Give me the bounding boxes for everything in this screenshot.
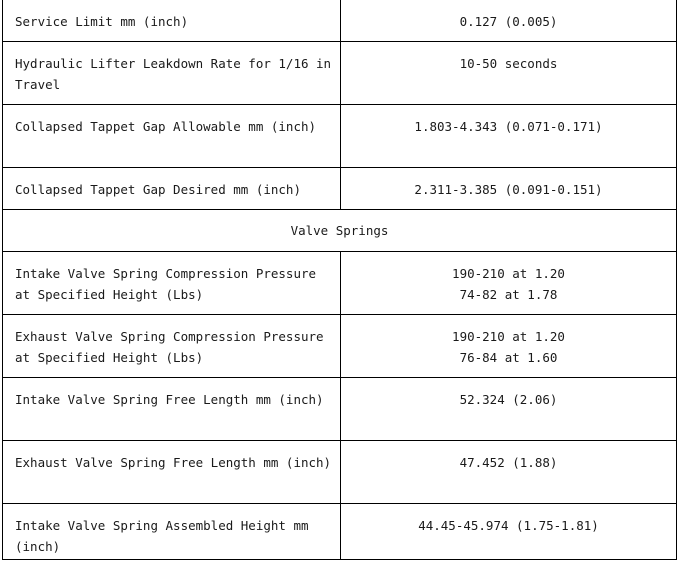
spec-label: Exhaust Valve Spring Compression Pressure at Specified Height (Lbs) [15,329,324,365]
spec-label: Collapsed Tappet Gap Allowable mm (inch) [15,119,317,134]
spec-value: 76-84 at 1.60 [459,350,558,365]
spec-label-cell [3,42,341,105]
spec-value-group [351,315,666,368]
spec-value-cell [341,168,677,210]
spec-label-cell [3,105,341,168]
spec-value-cell [341,504,677,560]
table-row [3,252,677,315]
spec-label: Service Limit mm (inch) [15,14,189,29]
spec-value-cell [341,315,677,378]
spec-value-group [351,252,666,305]
spec-value-group [351,0,666,32]
spec-value: 0.127 (0.005) [459,14,558,29]
spec-value: 2.311-3.385 (0.091-0.151) [414,182,603,197]
spec-label-cell [3,315,341,378]
spec-label: Intake Valve Spring Compression Pressure at Specified Height (Lbs) [15,266,317,302]
spec-value-group [351,504,666,536]
spec-label-cell [3,168,341,210]
spec-label-cell [3,252,341,315]
table-row [3,441,677,504]
spec-value: 47.452 (1.88) [459,455,558,470]
section-header-cell [3,210,677,252]
spec-value: 44.45-45.974 (1.75-1.81) [418,518,599,533]
spec-value-group [351,105,666,137]
spec-label: Hydraulic Lifter Leakdown Rate for 1/16 in Travel [15,56,332,92]
spec-value: 1.803-4.343 (0.071-0.171) [414,119,603,134]
spec-value-group [351,42,666,74]
spec-value-group [351,441,666,473]
spec-value: 74-82 at 1.78 [459,287,558,302]
spec-value-group [351,168,666,200]
spec-label: Exhaust Valve Spring Free Length mm (inch) [15,455,332,470]
spec-value-cell [341,0,677,42]
spec-value-group [351,378,666,410]
spec-value: 190-210 at 1.20 [452,266,565,281]
specification-table [2,0,677,560]
table-row [3,105,677,168]
table-row [3,168,677,210]
spec-label: Collapsed Tappet Gap Desired mm (inch) [15,182,301,197]
spec-label-cell [3,378,341,441]
table-row [3,42,677,105]
spec-label-cell [3,0,341,42]
table-row [3,378,677,441]
spec-value-cell [341,105,677,168]
spec-value-cell [341,441,677,504]
table-row [3,315,677,378]
spec-value: 10-50 seconds [459,56,558,71]
section-header-row [3,210,677,252]
spec-label: Intake Valve Spring Free Length mm (inch) [15,392,324,407]
spec-value: 190-210 at 1.20 [452,329,565,344]
table-row [3,0,677,42]
spec-value-cell [341,378,677,441]
table-row [3,504,677,560]
spec-value-cell [341,252,677,315]
specification-table-body [3,0,677,560]
spec-label-cell [3,504,341,560]
spec-label-cell [3,441,341,504]
section-title: Valve Springs [290,223,389,238]
spec-value-cell [341,42,677,105]
spec-value: 52.324 (2.06) [459,392,558,407]
spec-label: Intake Valve Spring Assembled Height mm (inch) [15,518,309,554]
